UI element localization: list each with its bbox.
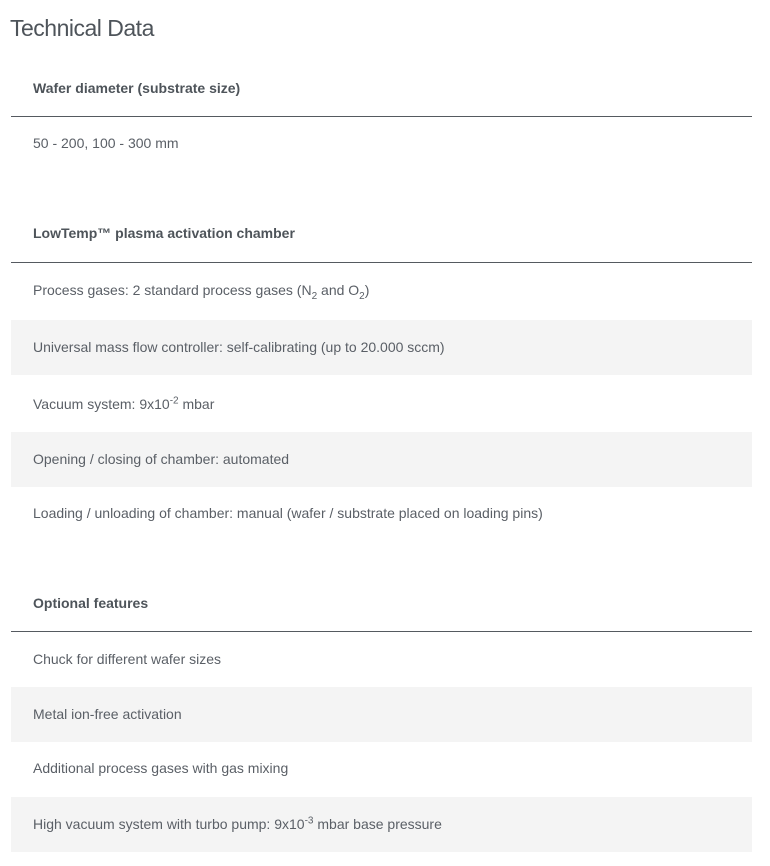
spec-text-part: ) xyxy=(364,282,370,298)
section-header-wafer-diameter xyxy=(11,62,752,117)
spec-row-metal-ion-free xyxy=(11,687,752,742)
spec-text: Chuck for different wafer sizes xyxy=(33,651,222,667)
spec-text xyxy=(33,377,214,432)
spec-row-opening-closing xyxy=(11,432,752,487)
spec-text: Metal ion-free activation xyxy=(33,706,182,722)
section-header-plasma-chamber xyxy=(11,207,752,263)
spec-text-part: mbar base pressure xyxy=(313,816,442,832)
spec-row-chuck xyxy=(11,632,752,687)
spec-row-mass-flow xyxy=(11,320,752,375)
subscript: 2 xyxy=(311,290,318,302)
superscript: -3 xyxy=(304,815,314,827)
spec-text xyxy=(33,797,442,852)
spec-text-part: mbar xyxy=(178,396,215,412)
spec-text xyxy=(33,263,369,318)
spec-text: Universal mass flow controller: self-calibrating (up to 20.000 sccm) xyxy=(33,339,445,355)
section-header-optional-features xyxy=(11,577,752,632)
superscript: -2 xyxy=(169,395,179,407)
spec-row-loading xyxy=(11,486,752,541)
spec-row-wafer-size xyxy=(11,116,752,171)
spec-text: Loading / unloading of chamber: manual (wafer / substrate placed on loading pins) xyxy=(33,505,543,521)
section-header-label: LowTemp™ plasma activation chamber xyxy=(33,225,295,241)
subscript: 2 xyxy=(359,290,365,302)
spec-row-high-vacuum xyxy=(11,797,752,852)
spec-row-gas-mixing xyxy=(11,741,752,796)
spec-text: Additional process gases with gas mixing xyxy=(33,760,289,776)
spec-text-part: High vacuum system with turbo pump: 9x10 xyxy=(33,816,305,832)
spec-text-part: and O xyxy=(317,282,360,298)
spec-text-part: Process gases: 2 standard process gases (N xyxy=(33,282,312,298)
spec-text: Opening / closing of chamber: automated xyxy=(33,451,290,467)
page-title: Technical Data xyxy=(10,15,154,41)
spec-row-process-gases xyxy=(11,263,752,318)
section-header-label: Optional features xyxy=(33,595,149,611)
spec-text: 50 - 200, 100 - 300 mm xyxy=(33,135,179,151)
section-header-label: Wafer diameter (substrate size) xyxy=(33,80,241,96)
spec-row-vacuum xyxy=(11,377,752,432)
spec-text-part: Vacuum system: 9x10 xyxy=(33,396,170,412)
